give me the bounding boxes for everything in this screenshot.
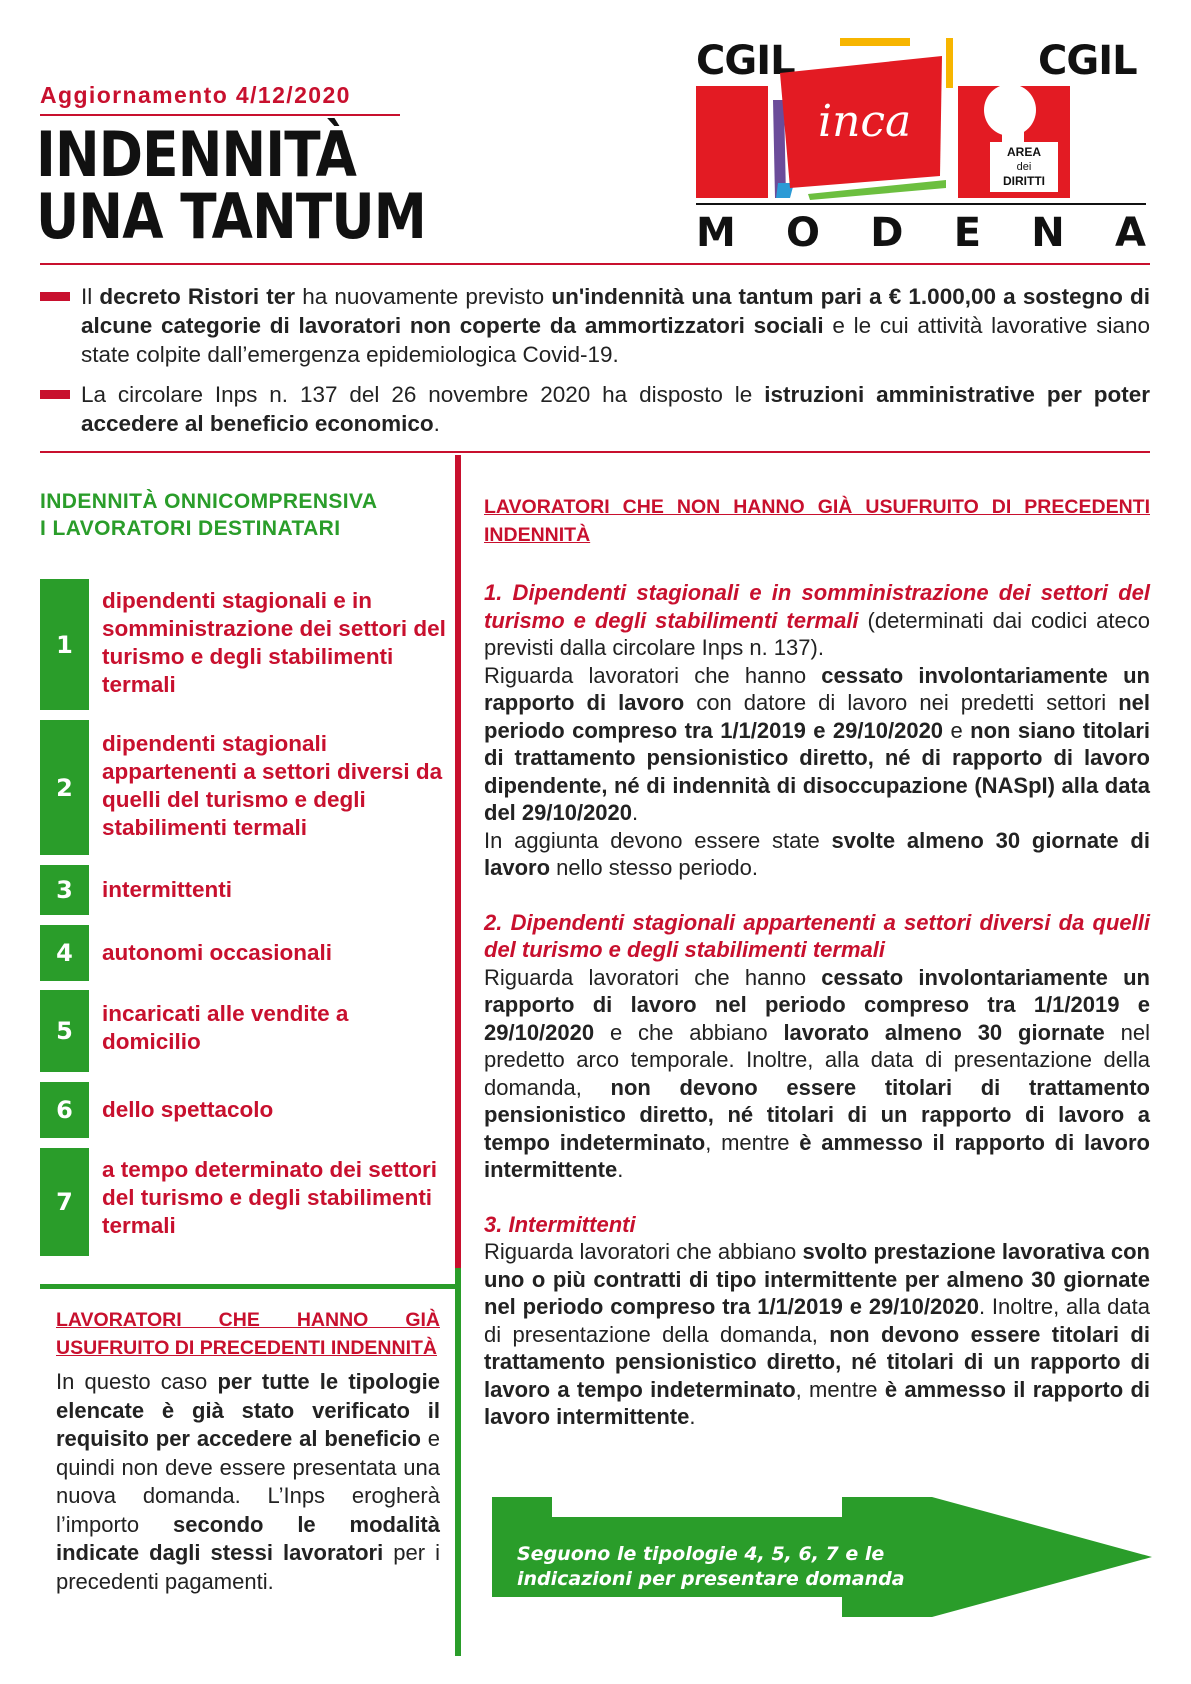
section-2-body: Riguarda lavoratori che hanno cessato involontariamente un rapporto di lavoro nel periodo compreso tra 1/1/2019 e 29/10/2020 e che abbiano lavorato almeno 30 giornate nel predetto arco temporale. Inoltre, alla data di presentazione della domanda, non devono essere titolari di trattamento pensionistico diretto, né titolari di un rapporto di lavoro a tempo indeterminato, mentre è ammesso il rapporto di lavoro intermittente. — [484, 964, 1150, 1182]
category-number: 1 — [40, 579, 89, 710]
red-bullet-icon — [40, 390, 70, 399]
category-item — [40, 1082, 440, 1138]
update-date: Aggiornamento 4/12/2020 — [40, 82, 351, 108]
section-1-title: 1. Dipendenti stagionali e in somministrazione dei settori del turismo e degli stabilimenti termali — [484, 580, 1150, 633]
new-applicants-section — [484, 493, 1150, 1431]
title-line-2: UNA TANTUM — [36, 180, 427, 253]
category-number: 2 — [40, 720, 89, 855]
section-1-body: Riguarda lavoratori che hanno cessato involontariamente un rapporto di lavoro con datore di lavoro nei predetti settori nel periodo compreso tra 1/1/2019 e 29/10/2020 e non siano titolari di trattamento pensionistico diretto, né di rapporto di lavoro dipendente, né di indennità di disoccupazione (NASpI) alla data del 29/10/2020. — [484, 662, 1150, 825]
next-page-note: Seguono le tipologie 4, 5, 6, 7 e le indicazioni per presentare domanda — [517, 1543, 905, 1590]
intro-paragraph-1: Il decreto Ristori ter ha nuovamente previsto un'indennità una tantum pari a € 1.000,00 a sostegno di alcune categorie di lavoratori non coperte da ammortizzatori sociali e le cui attività lavorative siano state colpite dall’emergenza epidemiologica Covid-19. — [40, 282, 1150, 369]
previous-benefits-text: In questo caso per tutte le tipologie elencate è già stato verificato il requisito per accedere al beneficio e quindi non deve essere presentata una nuova domanda. L’Inps erogherà l’importo secondo le modalità indicate dagli stessi lavoratori per i precedenti pagamenti. — [56, 1369, 440, 1594]
header-divider — [40, 263, 1150, 265]
column-divider-red — [455, 455, 461, 1269]
cgil-wordmark-left: CGIL — [696, 38, 795, 84]
recipients-heading: INDENNITÀ ONNICOMPRENSIVA I LAVORATORI DESTINATARI — [40, 490, 378, 540]
category-label: dipendenti stagionali appartenenti a settori diversi da quelli del turismo e degli stabilimenti termali — [102, 731, 443, 840]
intro-divider — [40, 451, 1150, 453]
new-applicants-heading: LAVORATORI CHE NON HANNO GIÀ USUFRUITO DI PRECEDENTI INDENNITÀ — [484, 496, 1150, 546]
modena-letter: O — [786, 210, 821, 256]
page-title — [36, 118, 427, 253]
category-label: a tempo determinato dei settori del turismo e degli stabilimenti termali — [102, 1157, 438, 1238]
category-number: 5 — [40, 990, 89, 1072]
intro-paragraph-2: La circolare Inps n. 137 del 26 novembre 2020 ha disposto le istruzioni amministrative per poter accedere al beneficio economico. — [40, 380, 1150, 438]
previous-benefits-heading: LAVORATORI CHE HANNO GIÀ USUFRUITO DI PRECEDENTI INDENNITÀ — [56, 1309, 440, 1359]
category-number: 7 — [40, 1148, 89, 1256]
modena-wordmark — [696, 210, 1146, 256]
category-item — [40, 990, 440, 1072]
category-item — [40, 720, 443, 855]
svg-text:dei: dei — [1016, 161, 1032, 173]
category-item — [40, 1148, 440, 1256]
cgil-inca-modena-logo — [690, 38, 1150, 263]
category-item — [40, 925, 440, 981]
svg-text:AREA: AREA — [1006, 145, 1042, 159]
section-1-body-2: In aggiunta devono essere state svolte almeno 30 giornate di lavoro nello stesso periodo. — [484, 827, 1150, 880]
inca-text: inca — [818, 96, 912, 147]
category-item — [40, 579, 446, 710]
category-number: 6 — [40, 1082, 89, 1138]
modena-letter: E — [953, 210, 982, 256]
category-number: 4 — [40, 925, 89, 981]
section-2-title: 2. Dipendenti stagionali appartenenti a settori diversi da quelli del turismo e degli stabilimenti termali — [484, 909, 1150, 962]
column-divider-green — [455, 1268, 461, 1656]
modena-letter: A — [1115, 210, 1146, 256]
title-line-1: INDENNITÀ — [36, 118, 357, 191]
svg-text:DIRITTI: DIRITTI — [1003, 174, 1045, 188]
category-number: 3 — [40, 865, 89, 915]
modena-letter: M — [696, 210, 736, 256]
previous-benefits-box-border — [40, 1284, 458, 1289]
category-item — [40, 865, 440, 915]
red-bullet-icon — [40, 292, 70, 301]
section-3-body: Riguarda lavoratori che abbiano svolto prestazione lavorativa con uno o più contratti di tipo intermittente per almeno 30 giornate nel periodo compreso tra 1/1/2019 e 29/10/2020. Inoltre, alla data di presentazione della domanda, non devono essere titolari di trattamento pensionistico diretto, né titolari di un rapporto di lavoro a tempo indeterminato, mentre è ammesso il rapporto di lavoro intermittente. — [484, 1239, 1151, 1429]
section-1: 1. Dipendenti stagionali e in somministrazione dei settori del turismo e degli stabilimenti termali (determinati dai codici ateco previsti dalla circolare Inps n. 137). — [484, 580, 1150, 660]
category-label: incaricati alle vendite a domicilio — [102, 1001, 349, 1054]
modena-letter: D — [870, 210, 904, 256]
category-label: intermittenti — [102, 877, 233, 902]
category-label: autonomi occasionali — [102, 940, 333, 965]
category-label: dipendenti stagionali e in somministrazione dei settori del turismo e degli stabilimenti termali — [102, 588, 446, 697]
section-3-title: 3. Intermittenti — [484, 1211, 636, 1237]
update-underline — [40, 114, 400, 116]
modena-letter: N — [1031, 210, 1065, 256]
category-label: dello spettacolo — [102, 1097, 274, 1122]
cgil-wordmark-right: CGIL — [1038, 38, 1137, 84]
